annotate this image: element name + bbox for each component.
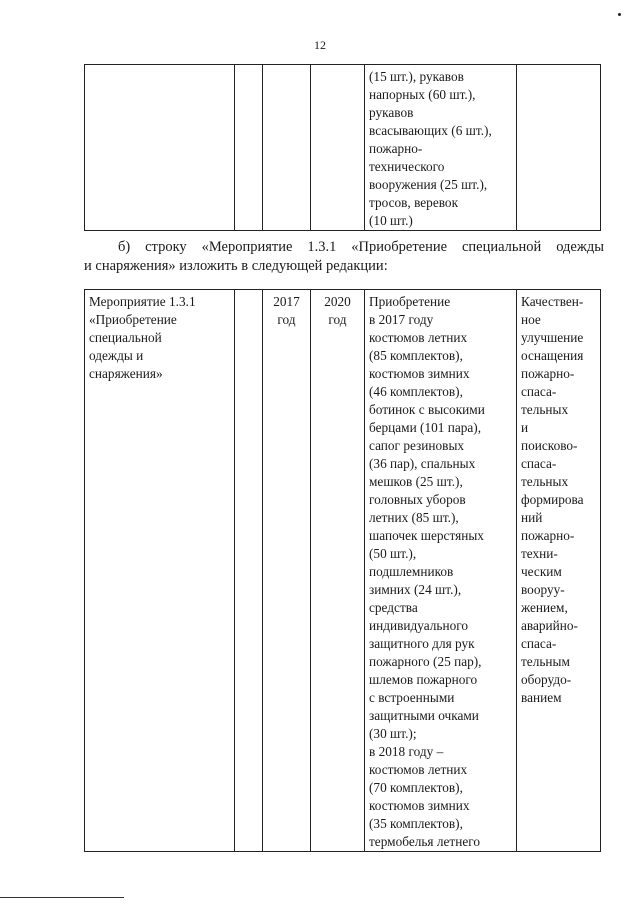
footnote-separator <box>0 897 124 898</box>
text-line: (30 шт.); <box>369 726 417 741</box>
text-line: одежды и <box>89 348 144 363</box>
text-line: мешков (25 шт.), <box>369 474 463 489</box>
text-line: «Приобретение <box>89 312 177 327</box>
text-line: техни- <box>521 546 558 561</box>
redaction-table <box>84 289 601 852</box>
text-line: тросов, веревок <box>369 195 459 210</box>
text-line: вооруу- <box>521 582 565 597</box>
text-line: костюмов летних <box>369 762 468 777</box>
text-line: спаса- <box>521 384 557 399</box>
text-line: (15 шт.), рукавов <box>369 69 464 84</box>
text-line: напорных (60 шт.), <box>369 87 476 102</box>
text-line: (70 комплектов), <box>369 780 463 795</box>
result-cell <box>517 65 601 231</box>
measure-cell <box>85 65 235 231</box>
text-line: ботинок с высокими <box>369 402 485 417</box>
text-line: берцами (101 пара), <box>369 420 482 435</box>
description-cell <box>365 65 517 231</box>
text-line: индивидуального <box>369 618 468 633</box>
text-line: шапочек шерстяных <box>369 528 484 543</box>
text-line: рукавов <box>369 105 414 120</box>
end-year-cell <box>311 290 365 852</box>
text-line: шлемов пожарного <box>369 672 478 687</box>
result-cell <box>517 290 601 852</box>
text-line: год <box>277 312 296 327</box>
text-line: поисково- <box>521 438 578 453</box>
text-line: 2020 <box>324 294 351 309</box>
text-line: термобелья летнего <box>369 834 480 849</box>
table-row <box>85 65 601 231</box>
table-row <box>85 290 601 852</box>
text-line: ческим <box>521 564 562 579</box>
text-line: ванием <box>521 690 562 705</box>
text-line: (10 шт.) <box>369 213 413 228</box>
text-line: защитными очками <box>369 708 479 723</box>
text-line: (35 комплектов), <box>369 816 463 831</box>
text-line: (50 шт.), <box>369 546 417 561</box>
text-line: Качествен- <box>521 294 584 309</box>
text-line: (46 комплектов), <box>369 384 463 399</box>
text-line: всасывающих (6 шт.), <box>369 123 492 138</box>
text-line: тельным <box>521 654 570 669</box>
start-year-cell <box>263 290 311 852</box>
text-line: тельных <box>521 402 569 417</box>
text-line: вооружения (25 шт.), <box>369 177 488 192</box>
text-line: средства <box>369 600 418 615</box>
text-line: зимних (24 шт.), <box>369 582 462 597</box>
measure-cell <box>85 290 235 852</box>
text-line: технического <box>369 159 445 174</box>
text-line: улучшение <box>521 330 584 345</box>
text-line: 2017 <box>273 294 300 309</box>
text-line: подшлемников <box>369 564 454 579</box>
text-line: пожарно- <box>521 366 575 381</box>
text-line: пожарно- <box>521 528 575 543</box>
continuation-table <box>84 64 601 231</box>
end-year-cell <box>311 65 365 231</box>
executor-cell <box>235 65 263 231</box>
text-line: и <box>521 420 529 435</box>
text-line: ное <box>521 312 541 327</box>
text-line: аварийно- <box>521 618 578 633</box>
start-year-cell <box>263 65 311 231</box>
text-line: пожарного (25 пар), <box>369 654 482 669</box>
executor-cell <box>235 290 263 852</box>
text-line: костюмов зимних <box>369 798 470 813</box>
text-line: жением, <box>521 600 568 615</box>
amendment-paragraph <box>84 238 604 276</box>
page-number: 12 <box>314 38 326 52</box>
text-line: год <box>328 312 347 327</box>
text-line: костюмов зимних <box>369 366 470 381</box>
text-line: в 2017 году <box>369 312 434 327</box>
paragraph-line: и снаряжения» изложить в следующей редакции: <box>84 258 388 274</box>
text-line: сапог резиновых <box>369 438 465 453</box>
text-line: Приобретение <box>369 294 451 309</box>
text-line: оборудо- <box>521 672 572 687</box>
text-line: костюмов летних <box>369 330 468 345</box>
text-line: летних (85 шт.), <box>369 510 459 525</box>
text-line: снаряжения» <box>89 366 163 381</box>
text-line: ний <box>521 510 543 525</box>
text-line: Мероприятие 1.3.1 <box>89 294 196 309</box>
text-line: тельных <box>521 474 569 489</box>
text-line: специальной <box>89 330 162 345</box>
text-line: спаса- <box>521 636 557 651</box>
description-cell <box>365 290 517 852</box>
text-line: оснащения <box>521 348 584 363</box>
text-line: с встроенными <box>369 690 455 705</box>
text-line: пожарно- <box>369 141 423 156</box>
scan-dot <box>618 13 621 16</box>
text-line: спаса- <box>521 456 557 471</box>
paragraph-line: б) строку «Мероприятие 1.3.1 «Приобретение специальной одежды <box>118 239 604 255</box>
text-line: (85 комплектов), <box>369 348 463 363</box>
text-line: головных уборов <box>369 492 466 507</box>
text-line: (36 пар), спальных <box>369 456 476 471</box>
text-line: защитного для рук <box>369 636 475 651</box>
text-line: формирова <box>521 492 584 507</box>
text-line: в 2018 году – <box>369 744 444 759</box>
